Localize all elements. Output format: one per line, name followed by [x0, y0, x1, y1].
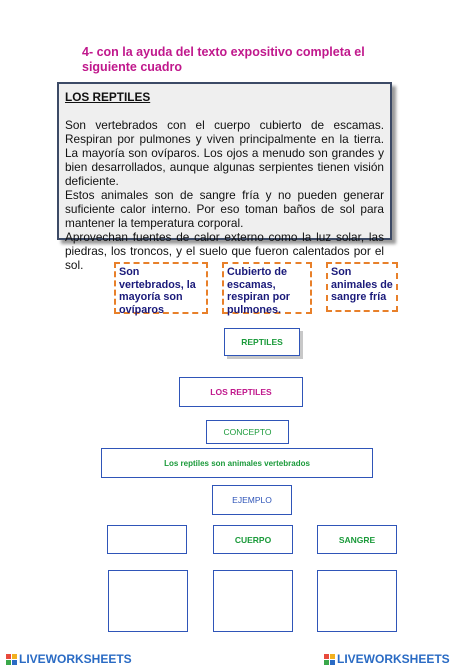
concept-answer-box[interactable]: Los reptiles son animales vertebrados	[101, 448, 373, 478]
example-answer-box[interactable]	[108, 570, 188, 632]
example-answer-box-left[interactable]	[107, 525, 187, 554]
text-box-title: LOS REPTILES	[65, 90, 151, 104]
brand-logo-icon	[6, 654, 17, 665]
example-label-box: EJEMPLO	[212, 485, 292, 515]
sangre-answer-box[interactable]	[317, 570, 397, 632]
answer-option-sangre-fria[interactable]: Son animales de sangre fría	[326, 262, 398, 312]
answer-option-vertebrados[interactable]: Son vertebrados, la mayoría son ovíparos	[114, 262, 208, 314]
brand-name-left: LIVEWORKSHEETS	[19, 652, 132, 666]
cuerpo-answer-box[interactable]	[213, 570, 293, 632]
text-paragraph-2: Estos animales son de sangre fría y no pueden generar suficiente calor interno. Por eso toman baños de sol para mantener la temperatura corporal.	[65, 188, 384, 230]
brand-name-right: LIVEWORKSHEETS	[337, 652, 450, 666]
text-paragraph-1: Son vertebrados con el cuerpo cubierto de escamas. Respiran por pulmones y viven principalmente en la tierra. La mayoría son ovíparos. Los ojos a menudo son grandes y bien desarrollados, aunque algunas serpientes tienen visión deficiente.	[65, 118, 384, 188]
instruction-text: 4- con la ayuda del texto expositivo completa el siguiente cuadro	[82, 45, 365, 74]
diagram-title-box: LOS REPTILES	[179, 377, 303, 407]
answer-option-escamas[interactable]: Cubierto de escamas, respiran por pulmones.	[222, 262, 312, 314]
concept-label-box: CONCEPTO	[206, 420, 289, 444]
footer-brand-right	[324, 652, 450, 666]
brand-logo-icon	[324, 654, 335, 665]
reading-text-box	[57, 82, 392, 272]
cuerpo-label-box: CUERPO	[213, 525, 293, 554]
sangre-label-box: SANGRE	[317, 525, 397, 554]
footer-brand-left	[6, 652, 132, 666]
text-paragraph-3: Aprovechan fuentes de calor externo como la luz solar, las piedras, los troncos, y el suelo que fueron calentados por el sol.	[65, 230, 384, 272]
reptiles-label-box: REPTILES	[224, 328, 300, 356]
